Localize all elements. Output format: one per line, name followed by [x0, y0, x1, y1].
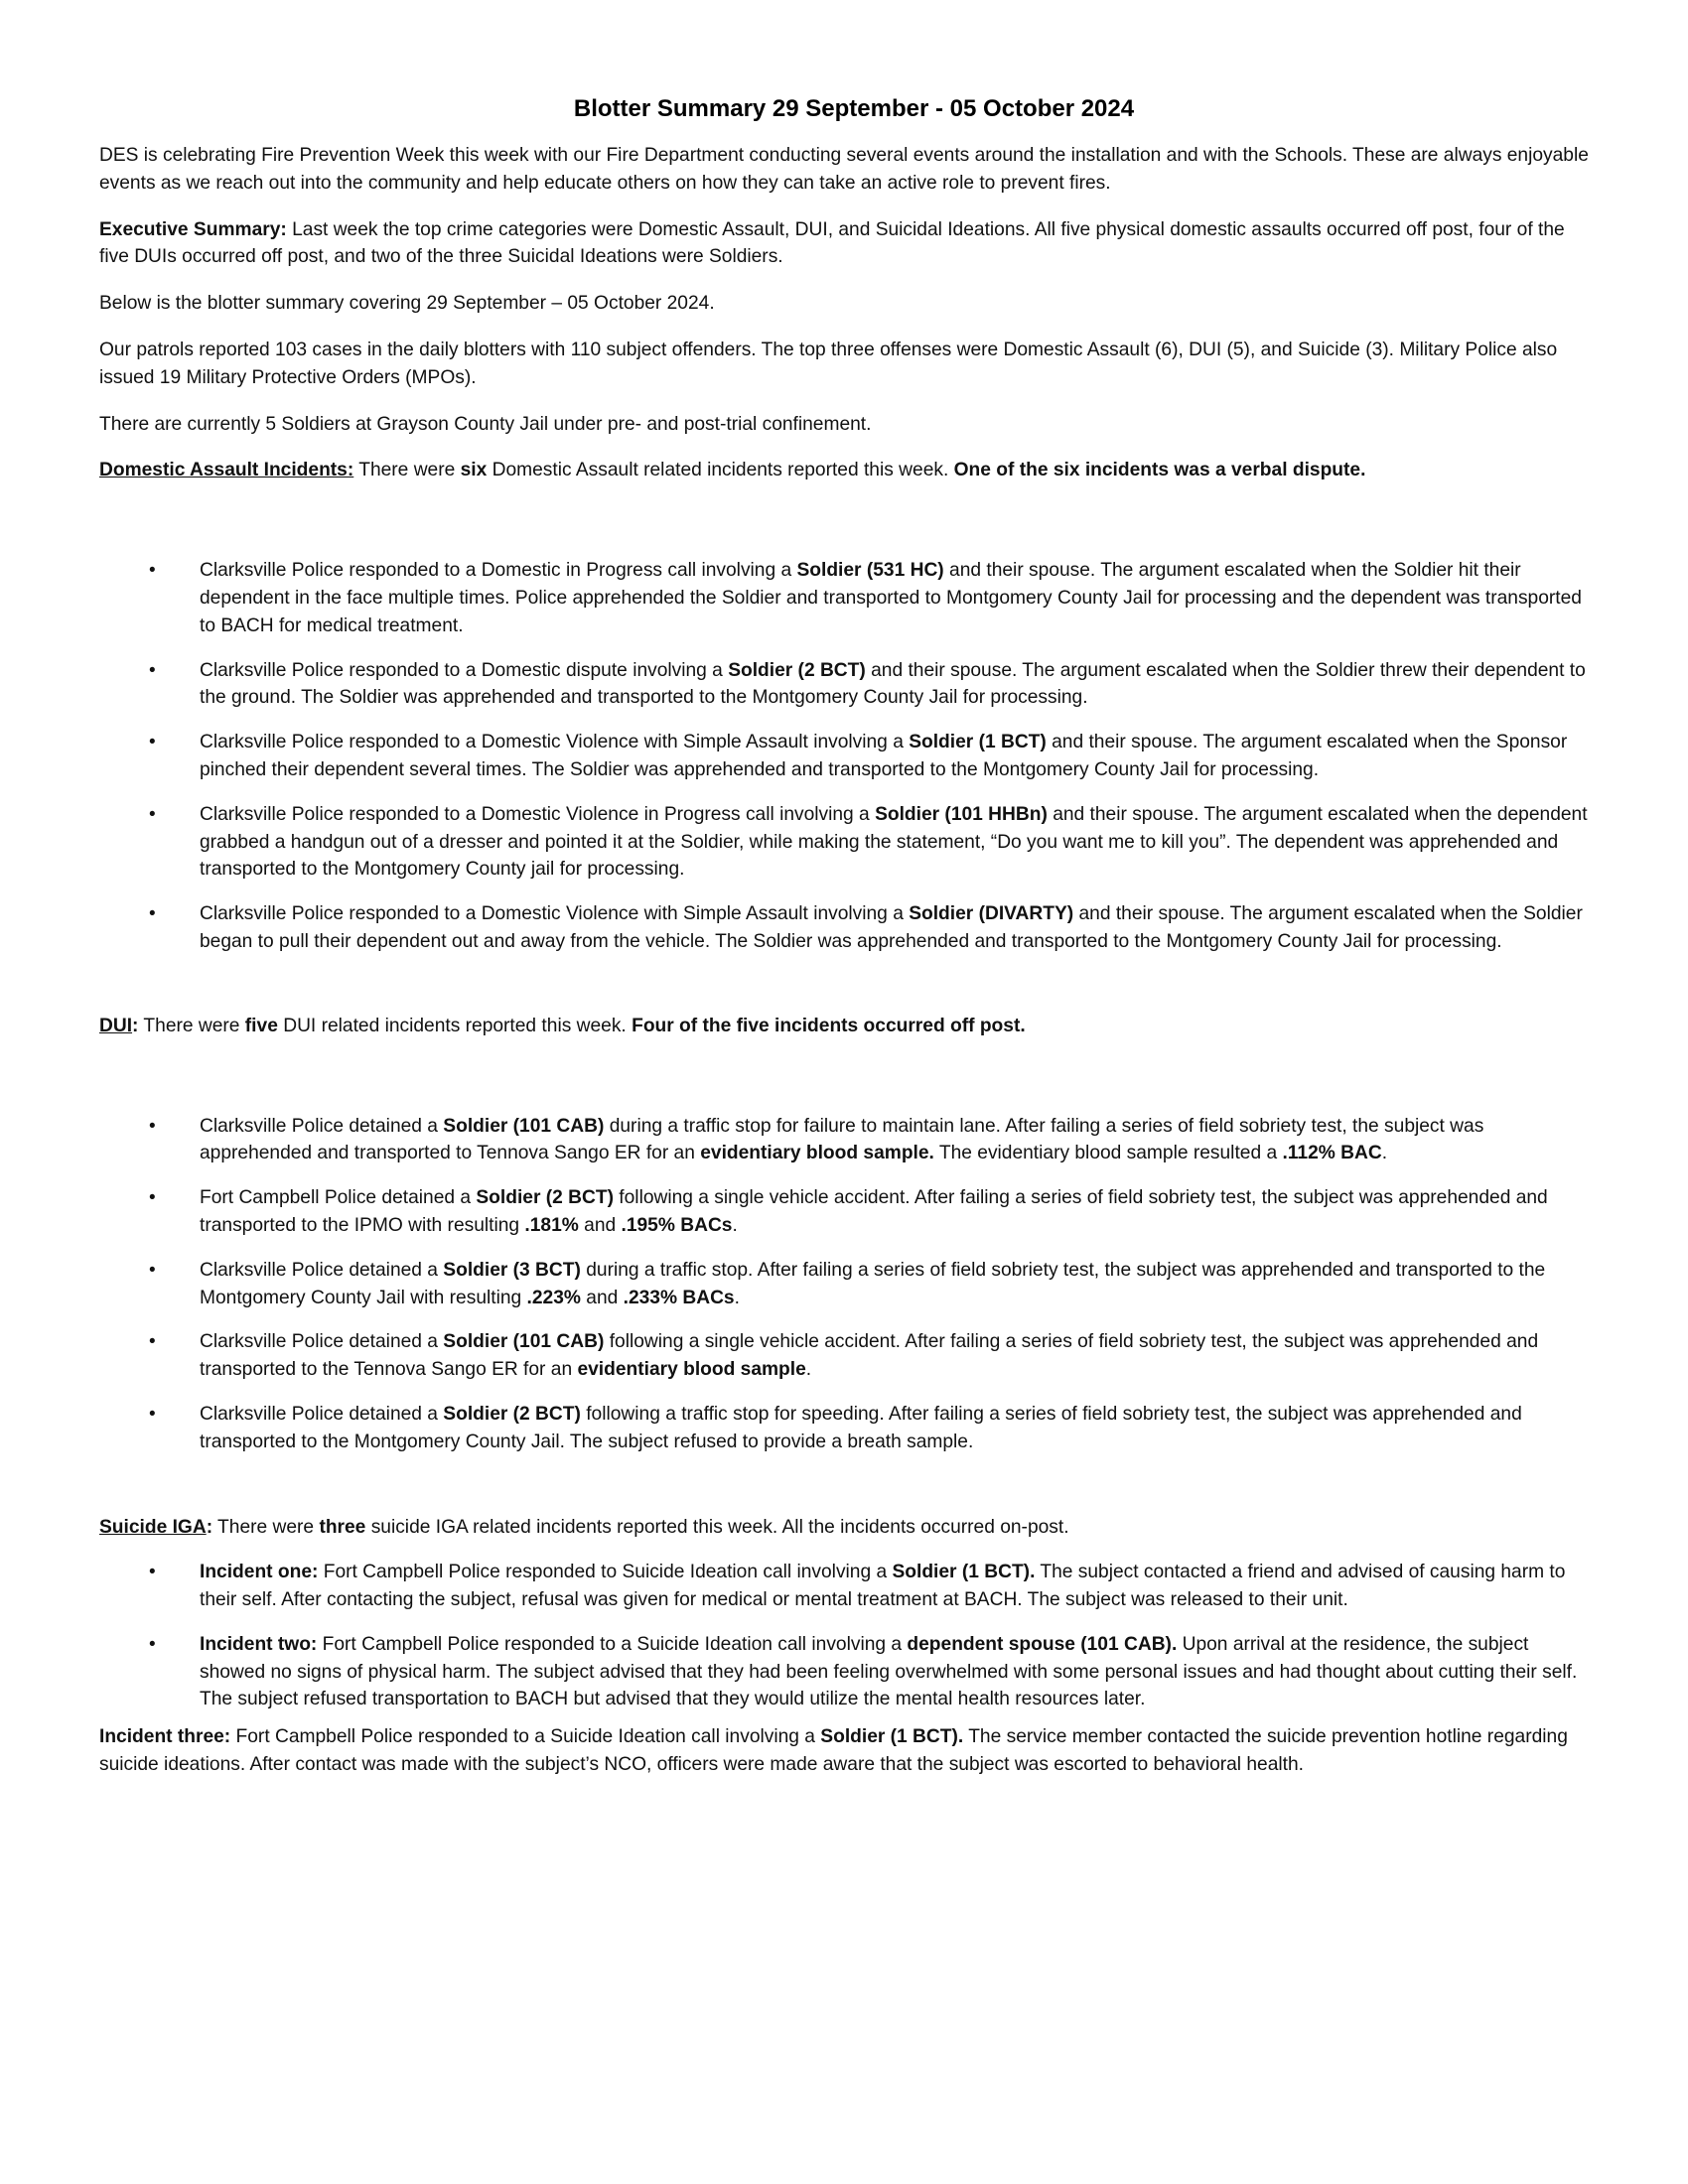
list-item: • Incident two: Fort Campbell Police responded to a Suicide Ideation call involving a dependent spouse (101 CAB). Upon arrival at the residence, the subject showed no signs of physical harm. The subject advised that they had been feeling overwhelmed with some personal issues and had thought about cutting their self. The subject refused transportation to BACH but advised that they would utilize the mental health resources later.	[99, 1631, 1589, 1713]
incident-three-paragraph: Incident three: Fort Campbell Police responded to a Suicide Ideation call involving a Soldier (1 BCT). The service member contacted the suicide prevention hotline regarding suicide ideations. After contact was made with the subject’s NCO, officers were made aware that the subject was escorted to behavioral health.	[99, 1726, 1568, 1776]
list-item: • Clarksville Police responded to a Domestic in Progress call involving a Soldier (531 HC) and their spouse. The argument escalated when the Soldier hit their dependent in the face multiple times. Police apprehended the Soldier and transported to Montgomery County Jail for processing and the dependent was transported to BACH for medical treatment.	[99, 557, 1589, 639]
list-item: • Incident one: Fort Campbell Police responded to Suicide Ideation call involving a Soldier (1 BCT). The subject contacted a friend and advised of causing harm to their self. After contacting the subject, refusal was given for medical or mental treatment at BACH. The subject was released to their unit.	[99, 1559, 1589, 1614]
suicide-heading: Suicide IGA: There were three suicide IGA related incidents reported this week. All the incidents occurred on-post.	[99, 1516, 1069, 1538]
dui-text-1: There were	[138, 1015, 245, 1036]
list-item: • Clarksville Police detained a Soldier (2 BCT) following a traffic stop for speeding. After failing a series of field sobriety test, the subject was apprehended and transported to the Montgomery County Jail. The subject refused to provide a breath sample.	[99, 1401, 1589, 1456]
incident-three-label: Incident three:	[99, 1726, 231, 1748]
suicide-count: three	[319, 1516, 366, 1538]
suicide-text-1: There were	[212, 1516, 320, 1538]
executive-summary-paragraph	[99, 216, 1589, 272]
dui-heading: DUI: There were five DUI related incidents reported this week. Four of the five incidents occurred off post.	[99, 1015, 1026, 1036]
suicide-text-2: suicide IGA related incidents reported this week. All the incidents occurred on-post.	[365, 1516, 1069, 1538]
dui-note: Four of the five incidents occurred off post.	[632, 1015, 1026, 1036]
dui-label: DUI	[99, 1015, 133, 1036]
domestic-text-2: Domestic Assault related incidents reported this week.	[487, 460, 954, 481]
dui-text-2: DUI related incidents reported this week.	[277, 1015, 633, 1036]
list-item: • Clarksville Police responded to a Domestic Violence in Progress call involving a Soldier (101 HHBn) and their spouse. The argument escalated when the dependent grabbed a handgun out of a dresser and pointed it at the Soldier, while making the statement, “Do you want me to kill you”. The dependent was apprehended and transported to the Montgomery County jail for processing.	[99, 801, 1589, 884]
patrols-paragraph: Our patrols reported 103 cases in the daily blotters with 110 subject offenders. The top three offenses were Domestic Assault (6), DUI (5), and Suicide (3). Military Police also issued 19 Military Protective Orders (MPOs).	[99, 339, 1558, 388]
domestic-assault-list	[99, 557, 1589, 956]
document-page	[99, 94, 1589, 1779]
domestic-note: One of the six incidents was a verbal dispute.	[953, 460, 1366, 481]
coverage-paragraph: Below is the blotter summary covering 29 September – 05 October 2024.	[99, 293, 715, 315]
list-item: • Clarksville Police responded to a Domestic Violence with Simple Assault involving a Soldier (DIVARTY) and their spouse. The argument escalated when the Soldier began to pull their dependent out and away from the vehicle. The Soldier was apprehended and transported to the Montgomery County Jail for processing.	[99, 900, 1589, 956]
list-item: • Clarksville Police responded to a Domestic Violence with Simple Assault involving a Soldier (1 BCT) and their spouse. The argument escalated when the Sponsor pinched their dependent several times. The Soldier was apprehended and transported to the Montgomery County Jail for processing.	[99, 729, 1589, 784]
list-item: • Clarksville Police detained a Soldier (101 CAB) following a single vehicle accident. After failing a series of field sobriety test, the subject was apprehended and transported to the Tennova Sango ER for an evidentiary blood sample.	[99, 1328, 1589, 1384]
executive-summary-label: Executive Summary:	[99, 218, 287, 240]
list-item: • Fort Campbell Police detained a Soldier (2 BCT) following a single vehicle accident. After failing a series of field sobriety test, the subject was apprehended and transported to the IPMO with resulting .181% and .195% BACs.	[99, 1184, 1589, 1240]
suicide-list	[99, 1559, 1589, 1713]
document-title: Blotter Summary 29 September - 05 October 2024	[573, 95, 1135, 122]
domestic-count: six	[460, 460, 488, 481]
executive-summary-text: Last week the top crime categories were Domestic Assault, DUI, and Suicidal Ideations. All five physical domestic assaults occurred off post, four of the five DUIs occurred off post, and two of the three Suicidal Ideations were Soldiers.	[99, 218, 1565, 268]
list-item: • Clarksville Police detained a Soldier (101 CAB) during a traffic stop for failure to maintain lane. After failing a series of field sobriety test, the subject was apprehended and transported to Tennova Sango ER for an evidentiary blood sample. The evidentiary blood sample resulted a .112% BAC.	[99, 1113, 1589, 1168]
intro-paragraph: DES is celebrating Fire Prevention Week this week with our Fire Department conducting several events around the installation and with the Schools. These are always enjoyable events as we reach out into the community and help educate others on how they can take an active role to prevent fires.	[99, 145, 1589, 194]
list-item: • Clarksville Police detained a Soldier (3 BCT) during a traffic stop. After failing a series of field sobriety test, the subject was apprehended and transported to the Montgomery County Jail with resulting .223% and .233% BACs.	[99, 1257, 1589, 1312]
jail-paragraph: There are currently 5 Soldiers at Grayson County Jail under pre- and post-trial confinement.	[99, 413, 872, 435]
list-item: • Clarksville Police responded to a Domestic dispute involving a Soldier (2 BCT) and their spouse. The argument escalated when the Soldier threw their dependent to the ground. The Soldier was apprehended and transported to the Montgomery County Jail for processing.	[99, 657, 1589, 713]
domestic-text-1: There were	[353, 460, 461, 481]
dui-count: five	[244, 1015, 278, 1036]
suicide-label: Suicide IGA	[99, 1516, 207, 1538]
dui-list	[99, 1113, 1589, 1456]
domestic-assault-label: Domestic Assault Incidents:	[99, 460, 354, 481]
domestic-assault-heading	[99, 457, 1589, 484]
